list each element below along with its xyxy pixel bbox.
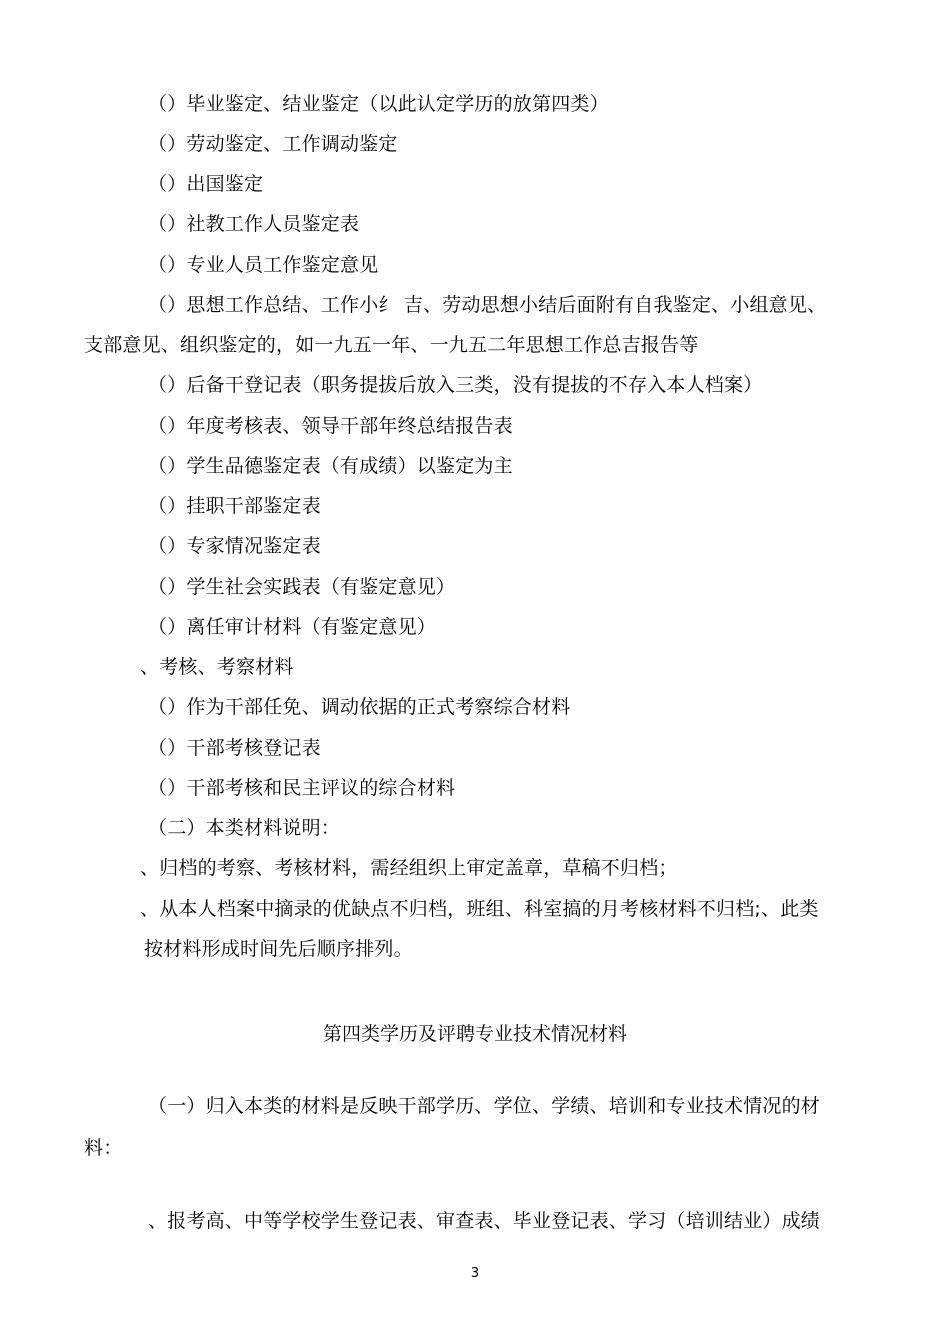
text-line: （）专家情况鉴定表	[148, 535, 321, 557]
text-line: 料：	[84, 1137, 123, 1159]
text-line: （）挂职干部鉴定表	[148, 495, 321, 517]
text-line: （）干部考核和民主评议的综合材料	[148, 777, 456, 799]
text-line: 、报考高、中等学校学生登记表、审查表、毕业登记表、学习（培训结业）成绩	[148, 1210, 821, 1232]
text-line: 、归档的考察、考核材料，需经组织上审定盖章，草稿不归档；	[140, 857, 678, 879]
text-line: （）后备干登记表（职务提拔后放入三类，没有提拔的不存入本人档案）	[148, 374, 763, 396]
text-line: （）年度考核表、领导干部年终总结报告表	[148, 415, 513, 437]
text-line: （）出国鉴定	[148, 173, 264, 195]
text-line: （一）归入本类的材料是反映干部学历、学位、学绩、培训和专业技术情况的材	[148, 1095, 821, 1117]
text-line: （）学生社会实践表（有鉴定意见）	[148, 576, 456, 598]
text-line: 、从本人档案中摘录的优缺点不归档，班组、科室搞的月考核材料不归档;、此类	[140, 898, 819, 920]
text-line: （）思想工作总结、工作小纟 吉、劳动思想小结后面附有自我鉴定、小组意见、	[148, 294, 827, 316]
section-title: 第四类学历及评聘专业技术情况材料	[322, 1023, 627, 1045]
text-line: （二）本类材料说明：	[148, 817, 341, 839]
text-line: （）社教工作人员鉴定表	[148, 213, 360, 235]
text-line: （）毕业鉴定、结业鉴定（以此认定学历的放第四类）	[148, 93, 609, 115]
text-line: （）作为干部任免、调动依据的正式考察综合材料	[148, 696, 571, 718]
text-line: （）干部考核登记表	[148, 737, 321, 759]
text-line: 支部意见、组织鉴定的，如一九五一年、一九五二年思想工作总吉报告等	[84, 334, 699, 356]
text-line: 按材料形成时间先后顺序排列。	[144, 938, 413, 960]
text-line: （）离任审计材料（有鉴定意见）	[148, 616, 437, 638]
text-line: 、考核、考察材料	[140, 656, 294, 678]
text-line: （）专业人员工作鉴定意见	[148, 254, 379, 276]
page-number: 3	[470, 1266, 480, 1281]
text-line: （）劳动鉴定、工作调动鉴定	[148, 133, 398, 155]
text-line: （）学生品德鉴定表（有成绩）以鉴定为主	[148, 455, 513, 477]
